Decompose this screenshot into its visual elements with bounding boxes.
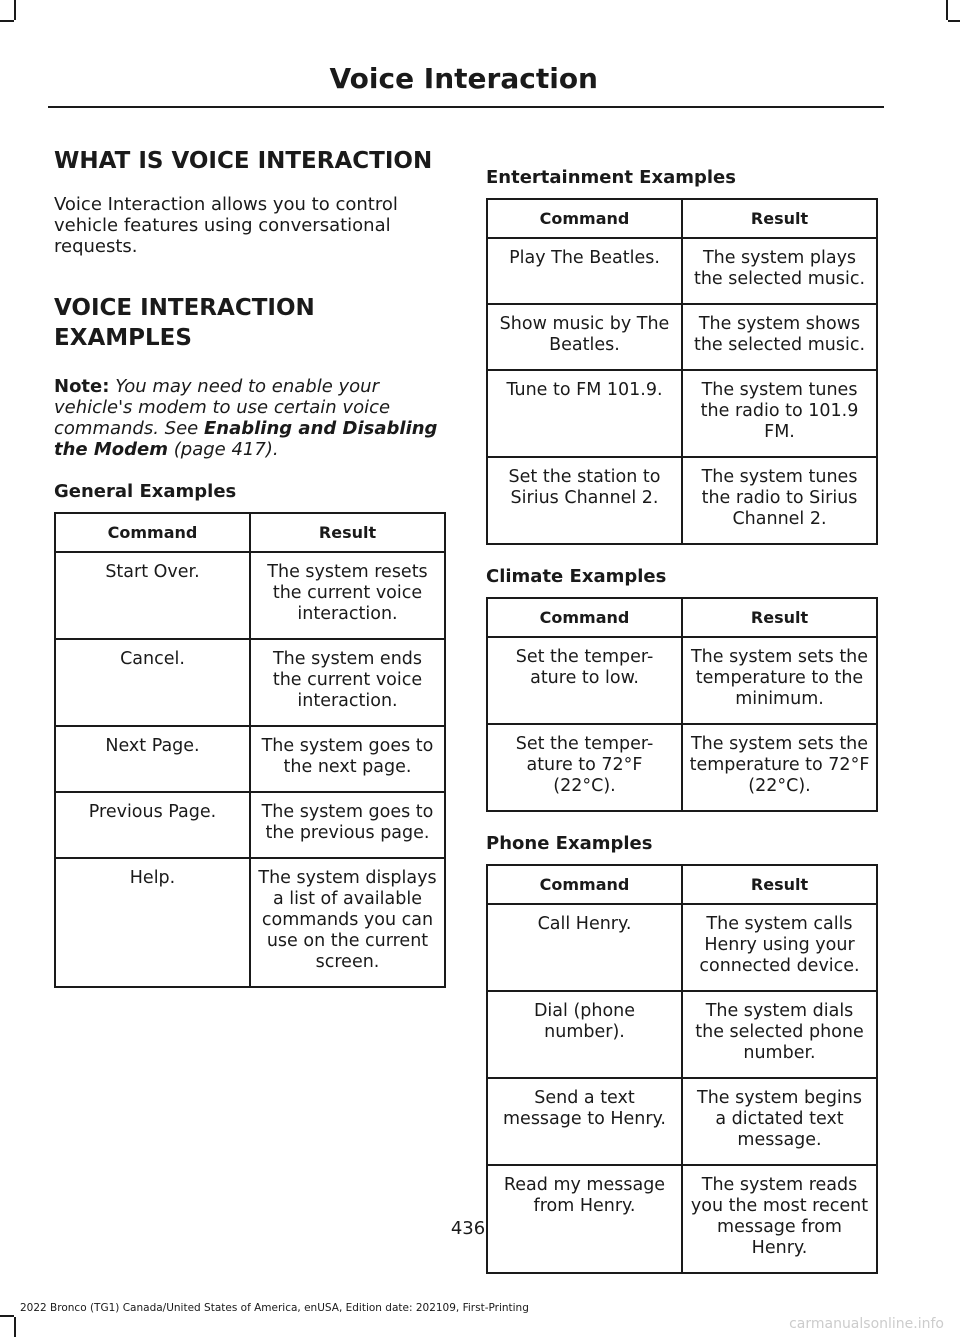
table-row (55, 639, 445, 726)
command-cell: Call Henry. (487, 904, 682, 991)
result-cell: The system tunes the radio to Sirius Channel 2. (682, 457, 877, 544)
crop-mark (0, 1315, 14, 1317)
table-row (487, 724, 877, 811)
heading-what-is: WHAT IS VOICE INTERACTION (54, 148, 433, 174)
watermark: carmanualsonline.info (789, 1316, 944, 1332)
table-row (55, 552, 445, 639)
table-row (487, 904, 877, 991)
page-header-title: Voice Interaction (329, 62, 598, 95)
result-cell: The system reads you the most recent message from Henry. (682, 1165, 877, 1273)
result-cell: The system goes to the next page. (250, 726, 445, 792)
result-cell: The system displays a list of available commands you can use on the current screen. (250, 858, 445, 987)
intro-paragraph: Voice Interaction allows you to control vehicle features using conversational requests. (54, 194, 398, 257)
result-cell: The system begins a dictated text message. (682, 1078, 877, 1165)
command-cell: Read my message from Henry. (487, 1165, 682, 1273)
note-page-ref: (page 417). (173, 439, 279, 460)
phone-examples-table (486, 864, 878, 1274)
command-cell: Show music by The Beatles. (487, 304, 682, 370)
command-cell: Send a text message to Henry. (487, 1078, 682, 1165)
table-row (487, 370, 877, 457)
command-cell: Set the temper- ature to 72°F (22°C). (487, 724, 682, 811)
crop-mark (948, 20, 960, 22)
command-cell: Next Page. (55, 726, 250, 792)
result-cell: The system dials the selected phone number. (682, 991, 877, 1078)
phone-examples-title: Phone Examples (486, 833, 653, 854)
command-cell: Previous Page. (55, 792, 250, 858)
table-row (487, 637, 877, 724)
command-cell: Play The Beatles. (487, 238, 682, 304)
heading-examples-line2: EXAMPLES (54, 325, 192, 351)
result-cell: The system calls Henry using your connected device. (682, 904, 877, 991)
command-cell: Help. (55, 858, 250, 987)
result-cell: The system goes to the previous page. (250, 792, 445, 858)
left-column (54, 146, 446, 988)
header-rule (48, 106, 884, 108)
result-cell: The system sets the temperature to the minimum. (682, 637, 877, 724)
table-row (487, 991, 877, 1078)
climate-examples-table (486, 597, 878, 812)
table-row (487, 457, 877, 544)
column-header-command: Command (487, 598, 682, 637)
general-examples-table (54, 512, 446, 988)
table-row (55, 726, 445, 792)
table-header-row (55, 513, 445, 552)
right-column (486, 166, 878, 1274)
column-header-command: Command (487, 199, 682, 238)
result-cell: The system resets the current voice interaction. (250, 552, 445, 639)
general-examples-title: General Examples (54, 481, 237, 502)
table-header-row (487, 598, 877, 637)
crop-mark (14, 1317, 16, 1337)
crop-mark (946, 0, 948, 20)
command-cell: Start Over. (55, 552, 250, 639)
command-cell: Tune to FM 101.9. (487, 370, 682, 457)
column-header-command: Command (55, 513, 250, 552)
result-cell: The system shows the selected music. (682, 304, 877, 370)
table-header-row (487, 199, 877, 238)
heading-examples-line1: VOICE INTERACTION (54, 295, 315, 321)
table-header-row (487, 865, 877, 904)
table-row (55, 792, 445, 858)
command-cell: Set the station to Sirius Channel 2. (487, 457, 682, 544)
column-header-command: Command (487, 865, 682, 904)
note-paragraph (54, 376, 446, 460)
entertainment-examples-title: Entertainment Examples (486, 167, 736, 188)
result-cell: The system plays the selected music. (682, 238, 877, 304)
crop-mark (14, 0, 16, 20)
table-row (487, 304, 877, 370)
climate-examples-title: Climate Examples (486, 566, 667, 587)
entertainment-examples-table (486, 198, 878, 545)
note-link[interactable]: Enabling and Disabling the Modem (54, 418, 438, 460)
column-header-result: Result (682, 865, 877, 904)
crop-mark (0, 20, 14, 22)
column-header-result: Result (682, 598, 877, 637)
column-header-result: Result (250, 513, 445, 552)
note-text: You may need to enable your vehicle's modem to use certain voice commands. See (54, 376, 391, 439)
page-number: 436 (450, 1218, 486, 1239)
table-row (487, 1078, 877, 1165)
command-cell: Dial (phone number). (487, 991, 682, 1078)
table-row (487, 238, 877, 304)
column-header-result: Result (682, 199, 877, 238)
command-cell: Cancel. (55, 639, 250, 726)
table-row (55, 858, 445, 987)
result-cell: The system tunes the radio to 101.9 FM. (682, 370, 877, 457)
result-cell: The system sets the temperature to 72°F (22°C). (682, 724, 877, 811)
result-cell: The system ends the current voice interaction. (250, 639, 445, 726)
command-cell: Set the temper- ature to low. (487, 637, 682, 724)
note-label: Note: (54, 376, 110, 397)
edition-info: 2022 Bronco (TG1) Canada/United States of America, enUSA, Edition date: 202109, First-Printing (20, 1302, 529, 1314)
